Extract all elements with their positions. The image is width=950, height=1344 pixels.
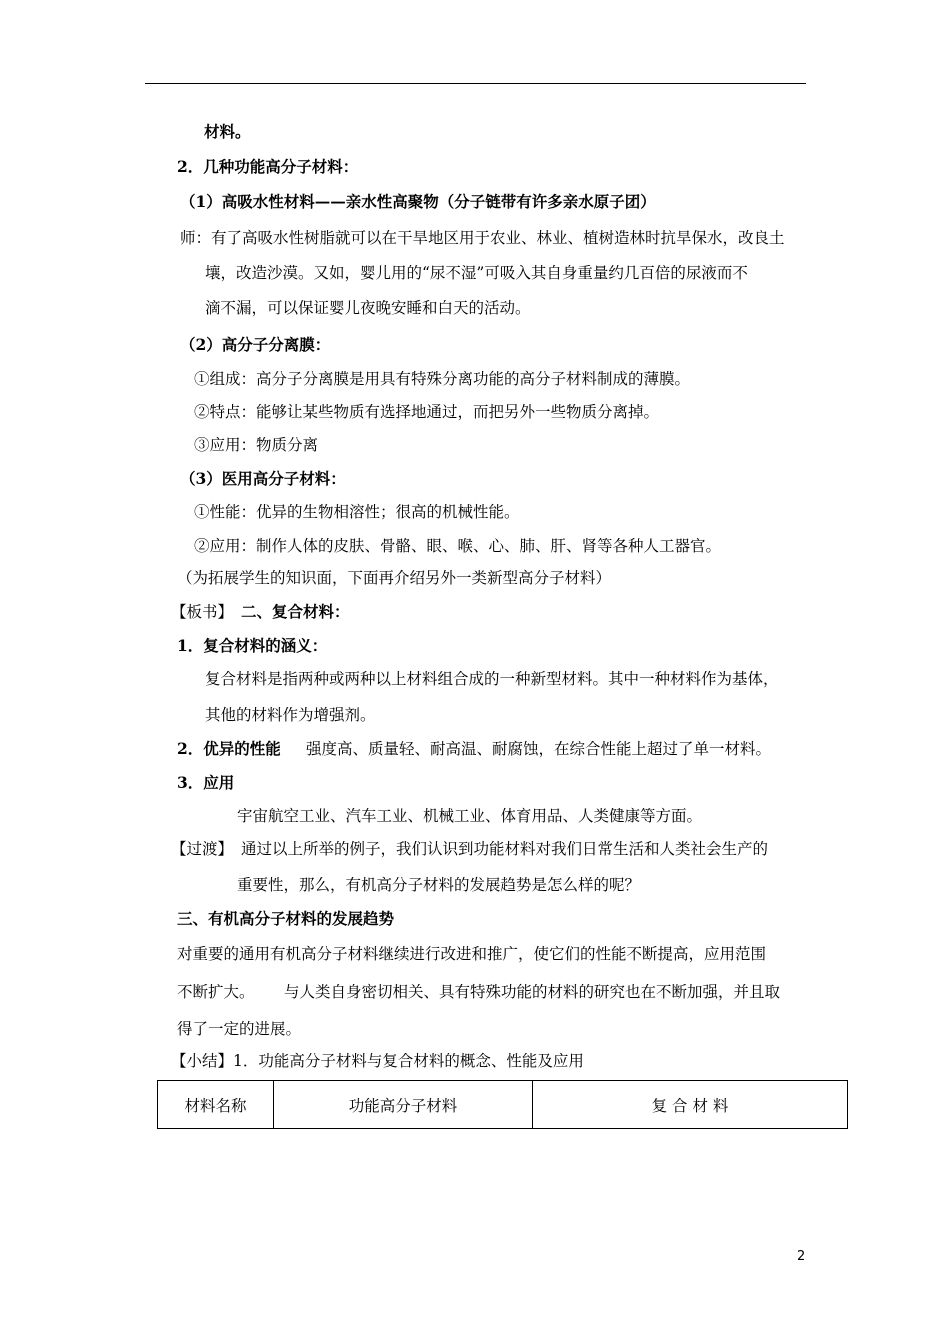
- text-line: 滴不漏，可以保证婴儿夜晚安睡和白天的活动。: [205, 299, 531, 317]
- header-rule: [145, 83, 806, 84]
- text-line: 壤，改造沙漠。又如，婴儿用的“尿不湿”可吸入其自身重量约几百倍的尿液而不: [205, 264, 748, 282]
- text-line: 强度高、质量轻、耐高温、耐腐蚀，在综合性能上超过了单一材料。: [306, 740, 772, 758]
- text-line: （为拓展学生的知识面，下面再介绍另外一类新型高分子材料）: [177, 569, 612, 587]
- table-header-cell: 材料名称: [158, 1081, 274, 1129]
- text-line: ①组成：高分子分离膜是用具有特殊分离功能的高分子材料制成的薄膜。: [194, 370, 691, 388]
- text-line: 师：有了高吸水性树脂就可以在干旱地区用于农业、林业、植树造林时抗旱保水，改良土: [180, 229, 785, 247]
- table-row: [158, 1081, 848, 1129]
- text-line: 重要性，那么，有机高分子材料的发展趋势是怎么样的呢？: [237, 876, 641, 894]
- text-line: 复合材料是指两种或两种以上材料组合成的一种新型材料。其中一种材料作为基体，: [205, 670, 779, 688]
- section-heading: 三、有机高分子材料的发展趋势: [177, 909, 395, 928]
- table-header-cell: 复 合 材 料: [533, 1081, 848, 1129]
- section-heading: 二、复合材料：: [241, 602, 350, 621]
- transition-tag: 【过渡】: [171, 840, 234, 858]
- text-line: 与人类自身密切相关、具有特殊功能的材料的研究也在不断加强，并且取: [284, 983, 781, 1001]
- text-line: 对重要的通用有机高分子材料继续进行改进和推广，使它们的性能不断提高，应用范围: [177, 945, 767, 963]
- subsection-heading: （1）高吸水性材料——亲水性高聚物（分子链带有许多亲水原子团）: [180, 192, 656, 211]
- text-line: 宇宙航空工业、汽车工业、机械工业、体育用品、人类健康等方面。: [237, 807, 703, 825]
- text-line: ②特点：能够让某些物质有选择地通过，而把另外一些物质分离掉。: [194, 403, 660, 421]
- section-heading: 2．优异的性能: [177, 739, 281, 758]
- section-heading: 1．复合材料的涵义：: [177, 636, 328, 655]
- summary-line: 【小结】1．功能高分子材料与复合材料的概念、性能及应用: [171, 1052, 584, 1070]
- text-line: 得了一定的进展。: [177, 1020, 302, 1038]
- page-number: 2: [797, 1249, 806, 1264]
- text-line: 其他的材料作为增强剂。: [205, 706, 376, 724]
- text-line: 通过以上所举的例子，我们认识到功能材料对我们日常生活和人类社会生产的: [241, 840, 769, 858]
- text-line: 材料。: [204, 122, 251, 141]
- text-line: ①性能：优异的生物相溶性；很高的机械性能。: [194, 503, 520, 521]
- section-heading: 2．几种功能高分子材料：: [177, 157, 359, 176]
- table-header-cell: 功能高分子材料: [274, 1081, 533, 1129]
- text-line: 不断扩大。: [177, 983, 255, 1001]
- text-line: ②应用：制作人体的皮肤、骨骼、眼、喉、心、肺、肝、肾等各种人工器官。: [194, 537, 722, 555]
- section-heading: 3．应用: [177, 773, 235, 792]
- subsection-heading: （3）医用高分子材料：: [180, 469, 346, 488]
- subsection-heading: （2）高分子分离膜：: [180, 335, 331, 354]
- board-tag: 【板书】: [171, 603, 234, 621]
- text-line: ③应用：物质分离: [194, 436, 319, 454]
- summary-table: [157, 1080, 848, 1129]
